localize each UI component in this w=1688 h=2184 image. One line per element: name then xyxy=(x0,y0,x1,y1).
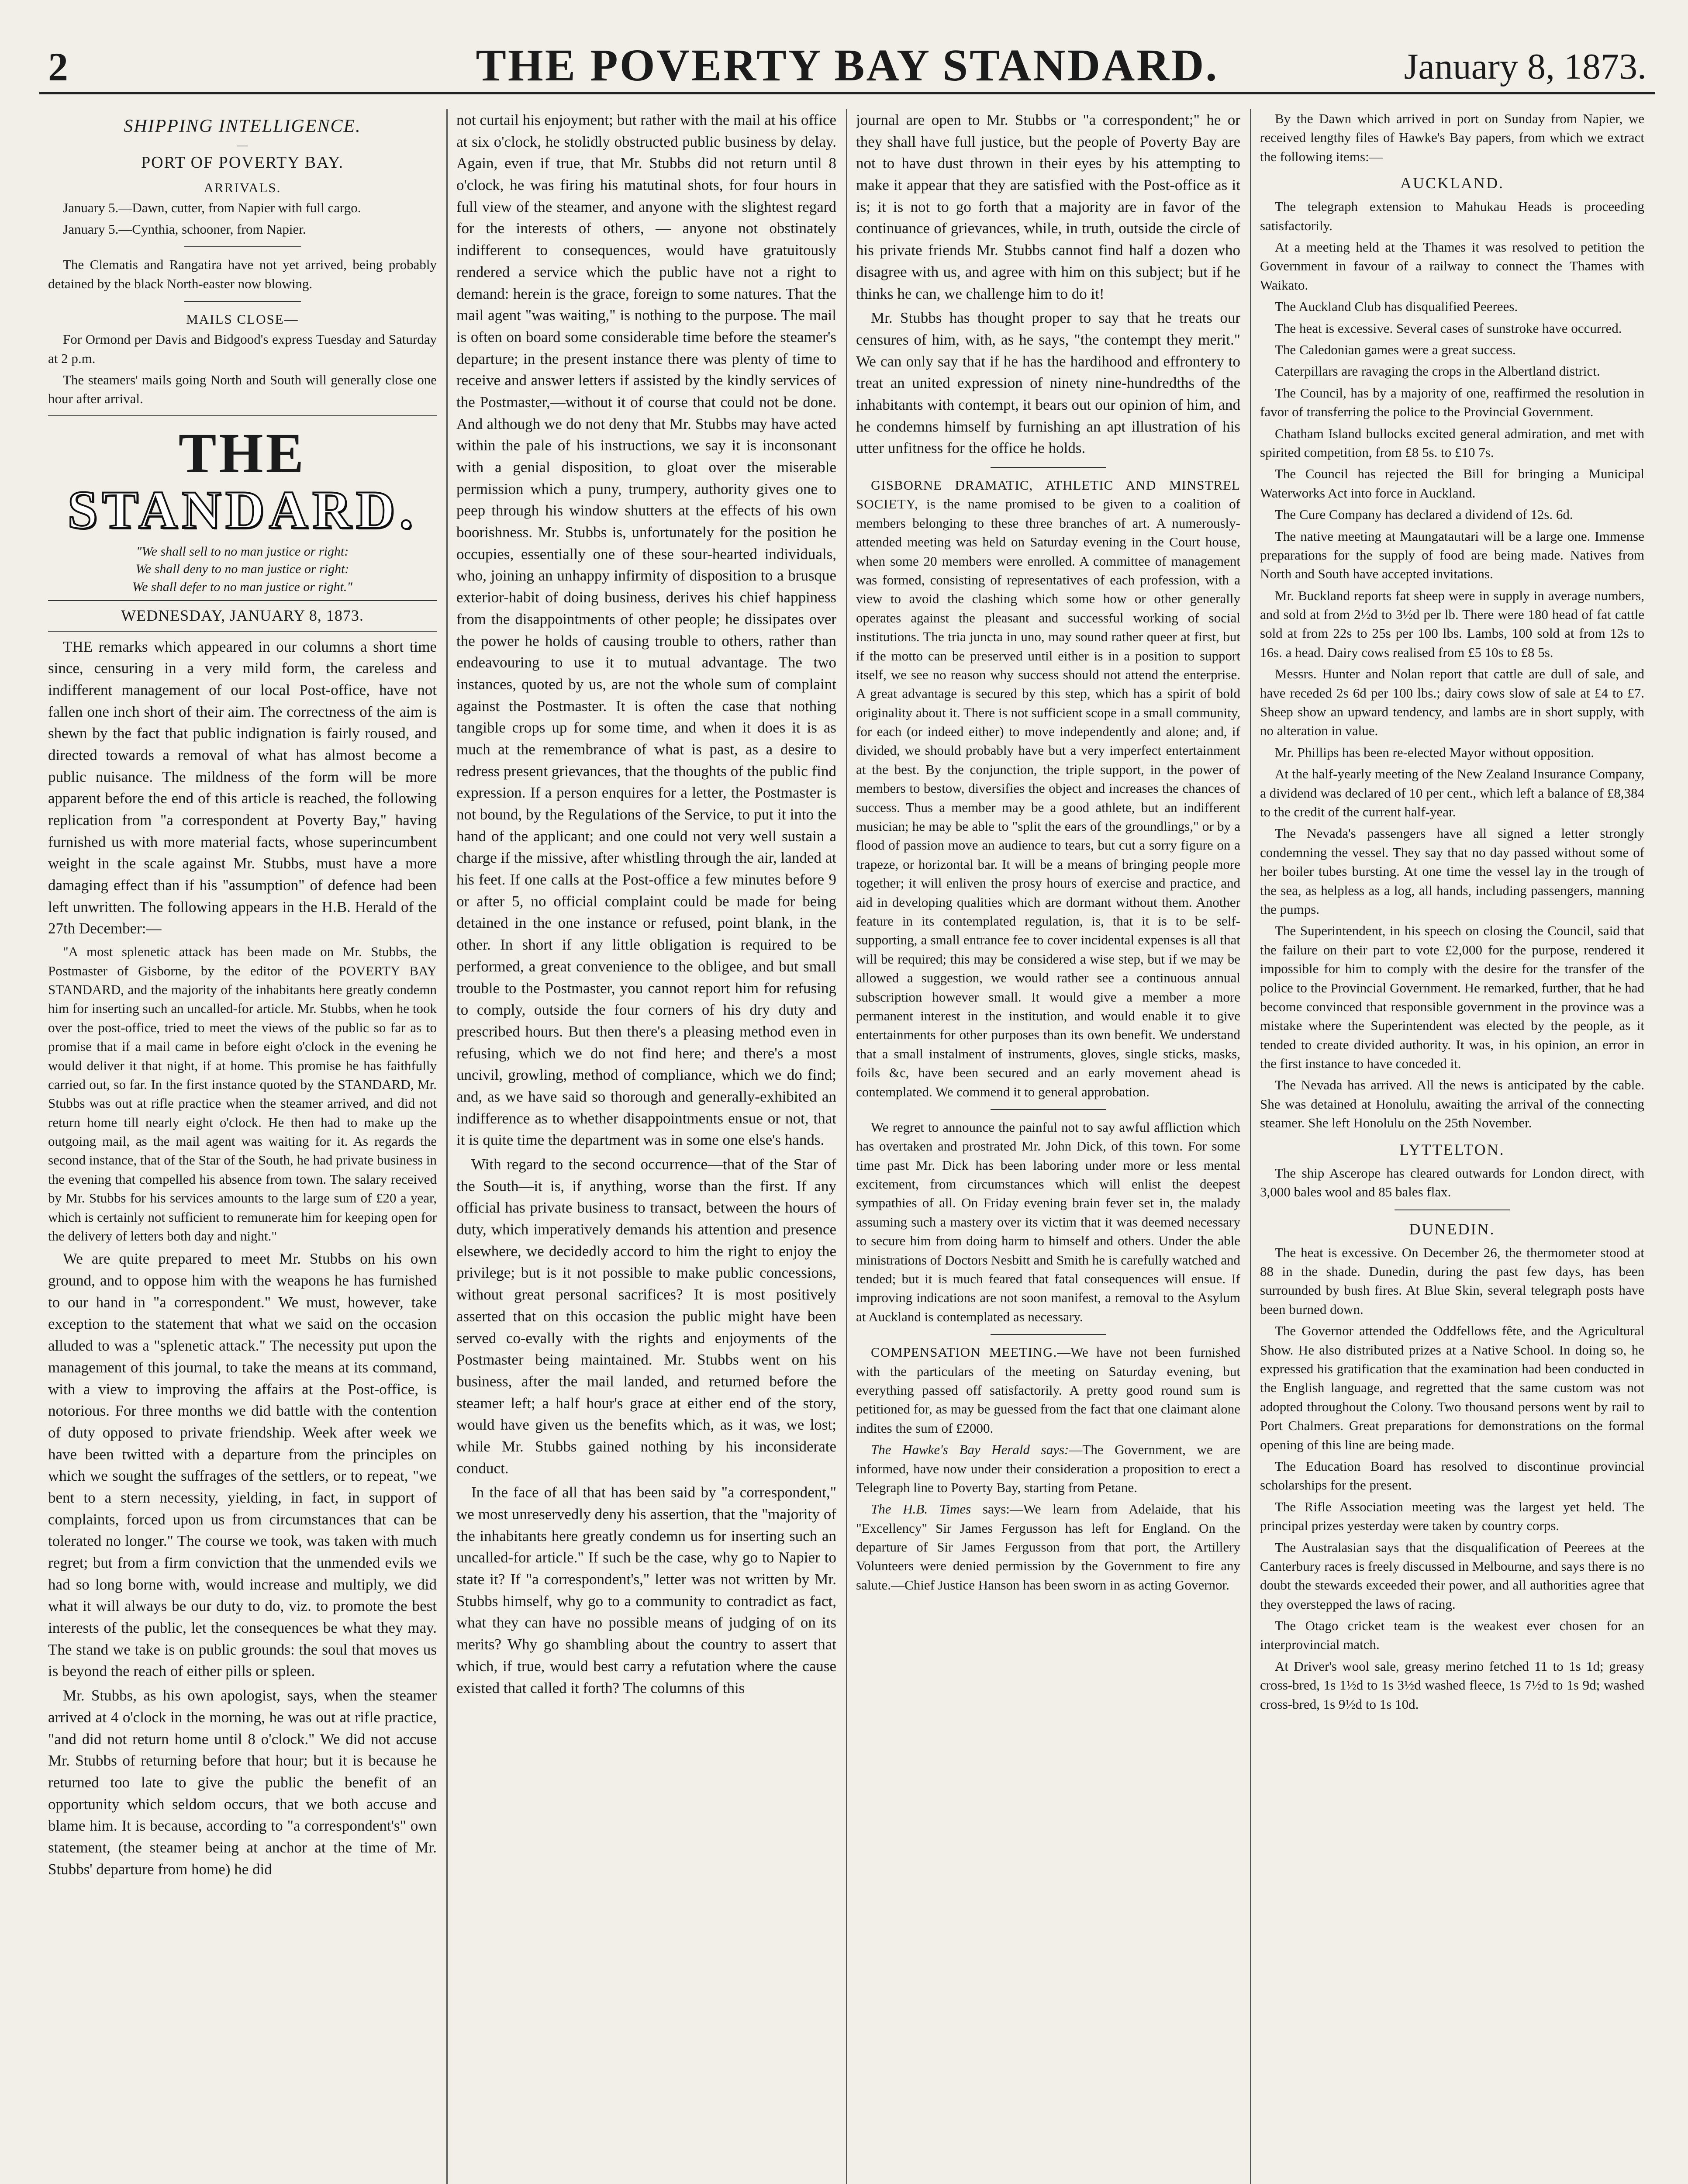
news-item-telegraph xyxy=(856,1440,1240,1497)
dunedin-heading: DUNEDIN. xyxy=(1409,1220,1495,1238)
dunedin-items xyxy=(1260,1243,1644,1714)
news-item: The Auckland Club has disqualified Peerees. xyxy=(1275,299,1518,314)
page-number: 2 xyxy=(48,45,68,89)
news-item: At Driver's wool sale, greasy merino fetched 11 to 1s 1d; greasy cross-bred, 1s 1½d to 1s 3½d washed fleece, 1s 7½d to 1s 9d; washed cross-bred, 1s 9½d to 1s 10d. xyxy=(1260,1658,1644,1712)
column-3 xyxy=(856,109,1240,2184)
column-rule xyxy=(846,109,847,2184)
editorial-paragraph: not curtail his enjoyment; but rather with the mail at his office at six o'clock, he stolidly obstructed public business by delay. Again, even if true, that Mr. Stubbs did not return until 8 o'clock, he was firing his matutinal shots, for four hours in full view of the steamer, and anyone with the slightest regard for the interests of others, — anyone not obstinately indifferent to consequences, would have gratuitously rendered a service which the public have not a right to demand: herein is the grace, foreign to some natures. That the mail agent "was waiting," is nothing to the purpose. The mail is often on board some considerable time before the steamer's departure; in the present instance there was plenty of time to receive and answer letters if assisted by the kindly services of the Postmaster,—without it of course that could not be done. And although we do not deny that Mr. Stubbs may have acted within the pale of his instructions, we say it is inconsonant with a genial disposition, to gloat over the miserable permission which a puny, trumpery, authority gives one to peep through his window shutters at the effects of his own boorishness. Mr. Stubbs is, unfortunately for the position he occupies, essentially one of these sour-hearted individuals, who, joining an unhappy infirmity of disposition to a brusque exterior-habit of doing business, derives his chief happiness from the disappointments of other people; he dissipates over the power he holds of causing trouble to others, rather than endeavouring to use it to mutual advantage. The two instances, quoted by us, are not the whole sum of complaint against the Postmaster. It is often the case that nothing tangible crops up for some time, and when it does it is as much at the remembrance of what is past, as a desire to redress present grievances, that the thoughts of the public find expression. If a person enquires for a letter, the Postmaster is not bound, by the Regulations of the Service, to put it into the hand of the applicant; and one could not very well sustain a charge if the missive, after whistling through the air, landed at his feet. If one calls at the Post-office a few minutes before 9 or after 5, no official complaint could be made for being detained in the one instance or refused, point blank, in the other. In short if any little obligation is required to be performed, a great convenience to the obligee, and but small trouble to the Postmaster, you cannot report him for refusing to comply, outside the four corners of his dry duty and prescribed hours. But then there's a pleasing method even in refusing, which we do not find here; and there's a most uncivil, growling, method of compliance, which we do find; and, as we have said so thorough and generally-exhibited an indifference as to whether disappointments ensue or not, that it is quite time the department was in some one else's hands. xyxy=(456,111,836,1149)
news-item: The Nevada has arrived. All the news is anticipated by the cable. She was detained at Honolulu, awaiting the arrival of the connecting steamer. She left Honolulu on the 25th November. xyxy=(1260,1077,1644,1131)
arrival-item: January 5.—Cynthia, schooner, from Napier. xyxy=(63,221,306,237)
news-item: Mr. Buckland reports fat sheep were in supply in average numbers, and sold at from 2½d to 3½d per lb. There were 180 head of fat cattle sold at from 22s to 25s per 100 lbs. Lambs, 100 sold at from 12s to 16s. a head. Dairy cows realised from £5 10s to £8 5s. xyxy=(1260,587,1644,660)
news-item: The Council, has by a majority of one, reaffirmed the resolution in favor of transferring the police to the Provincial Government. xyxy=(1260,385,1644,420)
editorial-paragraph: journal are open to Mr. Stubbs or "a correspondent;" he or they shall have full justice, but the people of Poverty Bay are not to have dust thrown in their eyes by his attempting to make it appear that they are satisfied with the Post-office as it is; it is not to go forth that a majority are in favor of the continuance of grievances, while, in truth, outside the circle of his private friends Mr. Stubbs cannot find half a dozen who disagree with us, and agree with him on this subject; but if he thinks he can, we challenge him to do it! xyxy=(856,111,1240,302)
editorial-paragraph: THE remarks which appeared in our columns a short time since, censuring in a very mild form, the careless and indifferent management of our local Post-office, have not fallen one inch short of their aim. The correctness of the aim is shewn by the fact that public indignation is fairly roused, and directed towards a removal of what has almost become a public nuisance. The mildness of the form will be more apparent before the end of this article is reached, the following replication from "a correspondent at Poverty Bay," having furnished us with more material facts, whose superincumbent weight in the scale against Mr. Stubbs, must have a more damaging effect than if his "assumption" of defence had been left unwritten. The following appears in the H.B. Herald of the 27th December:— xyxy=(48,638,437,937)
editorial-paragraph: With regard to the second occurrence—that of the Star of the South—it is, if anything, worse than the first. If any official has private business to transact, between the hours of duty, which imperatively demands his attention and presence elsewhere, we decidedly accord to him the right to enjoy the privilege; but is it not possible to make public concessions, without great personal sacrifices? It is most positively asserted that on this occasion the public might have been served co-evally with the rights and enjoyments of the Postmaster being maintained. Mr. Stubbs went on his business, after the mail landed, and returned before the steamer left; a half hour's grace at either end of the story, would have given us the benefits which, as it was, we lost; while Mr. Stubbs gained nothing by his inconsiderate conduct. xyxy=(456,1156,836,1477)
masthead xyxy=(39,17,1655,94)
column-4 xyxy=(1260,109,1644,2184)
news-intro: By the Dawn which arrived in port on Sunday from Napier, we received lengthy files of Hawke's Bay papers, from which we extract the following items:— xyxy=(1260,111,1644,164)
editorial-paragraph: Mr. Stubbs, as his own apologist, says, when the steamer arrived at 4 o'clock in the morning, he was out at rifle practice, "and did not return home until 8 o'clock." We did not accuse Mr. Stubbs of returning before that hour; but it is because he returned too late to give the public the benefit of an opportunity which seldom occurs, that we both accuse and blame him. It is because, according to "a correspondent's" own statement, (the steamer being at anchor at the time of Mr. Stubbs' departure from home) he did xyxy=(48,1687,437,1878)
arrival-item: January 5.—Dawn, cutter, from Napier with full cargo. xyxy=(63,200,361,215)
nameplate-line-2: STANDARD. xyxy=(67,480,418,540)
news-item: The Otago cricket team is the weakest ever chosen for an interprovincial match. xyxy=(1260,1618,1644,1652)
divider xyxy=(991,467,1106,468)
news-item: The telegraph extension to Mahukau Heads is proceeding satisfactorily. xyxy=(1260,199,1644,233)
motto-line: We shall deny to no man justice or right: xyxy=(135,562,349,577)
item-body: —We have not been furnished with the particulars of the meeting on Saturday evening, but everything passed off satisfactorily. A pretty good round sum is petitioned for, as may be guessed from the fact that one claimant alone indites the sum of £2000. xyxy=(856,1344,1240,1436)
news-item-dick: We regret to announce the painful not to say awful affliction which has overtaken and prostrated Mr. John Dick, of this town. For some time past Mr. Dick has been laboring under more or less mental excitement, from circumstances which will enlist the deepest sympathies of all. On Friday evening brain fever set in, the malady assuming such a mastery over its victim that it was deemed necessary to secure him from doing harm to himself and others. Under the able ministrations of Doctors Nesbitt and Smith he is carefully watched and tended; but it is much feared that fatal consequences will ensue. If improving indications are not soon manifest, a removal to the Asylum at Auckland is contemplated as necessary. xyxy=(856,1119,1240,1324)
motto-line: We shall defer to no man justice or right." xyxy=(132,579,352,594)
column-rule xyxy=(446,109,448,2184)
mails-heading: MAILS CLOSE— xyxy=(186,311,299,327)
mails-item: The steamers' mails going North and South will generally close one hour after arrival. xyxy=(48,372,437,407)
news-item: The Nevada's passengers have all signed a letter strongly condemning the vessel. They say that no day passed without some of her boiler tubes bursting. At one time the vessel lay in the trough of the sea, as helpless as a log, all hands, including passengers, manning the pumps. xyxy=(1260,826,1644,917)
item-lead: The H.B. Times xyxy=(871,1501,971,1517)
nameplate-line-1: THE xyxy=(178,422,307,485)
news-item: The Rifle Association meeting was the largest yet held. The principal prizes yesterday were taken by country corps. xyxy=(1260,1499,1644,1534)
auckland-items xyxy=(1260,197,1644,1132)
overdue-note: The Clematis and Rangatira have not yet arrived, being probably detained by the black North-easter now blowing. xyxy=(48,257,437,291)
divider xyxy=(184,301,301,302)
divider xyxy=(991,1109,1106,1110)
arrivals-heading: ARRIVALS. xyxy=(204,180,281,195)
item-lead: The Hawke's Bay Herald says: xyxy=(871,1442,1069,1458)
news-item: The native meeting at Maungatautari will be a large one. Immense preparations for the supply of food are being made. Natives from North and South have accepted invitations. xyxy=(1260,528,1644,582)
news-item: The heat is excessive. On December 26, the thermometer stood at 88 in the shade. Dunedin, during the past few days, has been surrounded by bush fires. At Blue Skin, several telegraph posts have been burned down. xyxy=(1260,1244,1644,1317)
quoted-letter: "A most splenetic attack has been made on Mr. Stubbs, the Postmaster of Gisborne, by the editor of the POVERTY BAY STANDARD, and the majority of the inhabitants here greatly condemn him for inserting such an uncalled-for article. Mr. Stubbs, when he took over the post-office, tried to meet the views of the public so far as to promise that if a mail came in before eight o'clock in the evening he would deliver it that night, if at home. This promise he has faithfully carried out, so far. In the first instance quoted by the STANDARD, Mr. Stubbs was out at rifle practice when the steamer arrived, and did not return home till nearly eight o'clock. He then had to make up the outgoing mail, as the mail agent was waiting for it. As regards the second instance, that of the Star of the South, he had private business in the evening that compelled his absence from town. The salary received by Mr. Stubbs for his services amounts to the large sum of £20 a year, which is certainly not sufficient to remunerate him for keeping open for the delivery of letters both day and night." xyxy=(48,944,437,1244)
news-item: At a meeting held at the Thames it was resolved to petition the Government in favour of a railway to connect the Thames with Waikato. xyxy=(1260,239,1644,293)
editorial-dateline: WEDNESDAY, JANUARY 8, 1873. xyxy=(48,600,437,631)
item-body: is the name promised to be given to a coalition of members belonging to these three branches of art. A numerously-attended meeting was held on Saturday evening in the Court house, when some 20 members were enrolled. A committee of management was formed, consisting of representatives of each profession, with a view to avoid the clashing which some how or other generally operates against the pleasant and successful working of social institutions. The tria juncta in uno, may sound rather queer at first, but if the motto can be preserved until either is in a position to support itself, we see no reason why success should not attend the enterprise. A great advantage is secured by this step, which has a spirit of bold originality about it. There is not sufficient scope in a small community, for each (or indeed either) to move independently and alone; and, if divided, we should probably have but a very imperfect entertainment at the best. By the conjunction, the triple support, in the power of members to bestow, diversifies the object and increases the chances of success. Thus a member may be a good athlete, but an indifferent musician; he may be able to "split the ears of the groundlings," or by a flood of passion move an audience to tears, but cut a sorry figure on a trapeze, or horizontal bar. It will be a means of bringing people more together; it will enliven the prosy hours of exercise and practice, and aid in developing qualities which are dormant without them. Another feature in its contemplated regulation, is, that it is to be self-supporting, a small entrance fee to cover incidental expenses is all that will be required; this may be considered a wise step, but if we may be allowed a suggestion, we would rather see a continuous annual subscription however small. It would give a member a more permanent interest in the institution, and would enable it to give entertainments for other purposes than its own benefit. We understand that a small instalment of instruments, gloves, single sticks, masks, foils &c, have been secured and an early movement ahead is contemplated. We commend it to general approbation. xyxy=(856,496,1240,1099)
editorial-paragraph: We are quite prepared to meet Mr. Stubbs on his own ground, and to oppose him with the weapons he has furnished to our hand in "a correspondent." We must, however, take exception to the statement that what we said on the occasion alluded to was a "splenetic attack." The necessity put upon the management of this journal, to take the means at its command, with a view to improving the affairs at the Post-office, is notorious. For three months we did battle with the contention of duty opposed to private friendship. Week after week we have been twitted with a departure from the principles on which we sought the suffrages of the settlers, or to repeat, "we bent to a stern necessity, yielding, in fact, in support of complaints, forced upon us from circumstances that can be tolerated no longer." The course we took, was taken with much regret; but from a firm conviction that the unmended evils we had so long borne with, would increase and multiply, we did what it will always be our duty to do, viz. to promote the best interests of the public, let the consequences be what they may. The stand we take is on public grounds: the soul that moves us is beyond the reach of either pills or spleen. xyxy=(48,1250,437,1680)
motto-line: "We shall sell to no man justice or right: xyxy=(136,544,349,559)
lyttelton-heading: LYTTELTON. xyxy=(1399,1140,1505,1158)
item-body: —The Government, we are informed, have now under their consideration a proposition to erect a Telegraph line to Poverty Bay, starting from Petane. xyxy=(856,1442,1240,1495)
column-2 xyxy=(456,109,836,2184)
motto xyxy=(48,543,437,596)
shipping-heading: SHIPPING INTELLIGENCE. xyxy=(124,116,361,136)
news-item: The Cure Company has declared a dividend of 12s. 6d. xyxy=(1275,507,1573,522)
column-1 xyxy=(48,109,437,2184)
news-item: Messrs. Hunter and Nolan report that cattle are dull of sale, and have receded 2s 6d per 100 lbs.; dairy cows slow of sale at £4 to £7. Sheep show an upward tendency, and lambs are in short supply, with no alteration in value. xyxy=(1260,666,1644,739)
news-item: At the half-yearly meeting of the New Zealand Insurance Company, a dividend was declared of 10 per cent., which left a balance of £8,384 to the credit of the current half-year. xyxy=(1260,766,1644,819)
news-item: The ship Ascerope has cleared outwards for London direct, with 3,000 bales wool and 85 bales flax. xyxy=(1260,1165,1644,1200)
news-item: The Governor attended the Oddfellows fête, and the Agricultural Show. He also distributed prizes at a Native School. In doing so, he expressed his gratification that the examination had been conducted in the English language, and regretted that the same custom was not adopted throughout the Colony. Two thousand persons went by rail to Port Chalmers. Great preparations for demonstrations on the formal opening of this line are being made. xyxy=(1260,1323,1644,1452)
paper-nameplate xyxy=(48,422,437,540)
auckland-heading: AUCKLAND. xyxy=(1400,174,1504,192)
news-item: The Education Board has resolved to discontinue provincial scholarships for the present. xyxy=(1260,1458,1644,1493)
port-heading: PORT OF POVERTY BAY. xyxy=(141,153,344,172)
divider xyxy=(1395,1209,1510,1210)
news-item-fergusson xyxy=(856,1500,1240,1594)
divider xyxy=(184,246,301,247)
news-item: Mr. Phillips has been re-elected Mayor without opposition. xyxy=(1275,744,1594,760)
newspaper-title: THE POVERTY BAY STANDARD. xyxy=(476,40,1219,90)
editorial-paragraph: In the face of all that has been said by "a correspondent," we most unreservedly deny his assertion, that the "majority of the inhabitants here greatly condemn us for inserting such an uncalled-for article." If such be the case, why go to Napier to state it? If "a correspondent's," letter was not written by Mr. Stubbs himself, why go to a community to contradict as fact, what they can have no possible means of judging of on its merits? Why go shambling about the country to assert that which, if true, would best carry a refutation where the cause existed that called it forth? The columns of this xyxy=(456,1484,836,1697)
item-lead: GISBORNE DRAMATIC, ATHLETIC AND MINSTREL SOCIETY, xyxy=(856,477,1240,512)
item-body: says:—We learn from Adelaide, that his "Excellency" Sir James Fergusson has left for England. On the departure of Sir James Fergusson from that port, the Artillery Volunteers were denied permission by the Government to fire any salute.—Chief Justice Hanson has been sworn in as acting Governor. xyxy=(856,1501,1240,1593)
news-item: The Australasian says that the disqualification of Peerees at the Canterbury races is freely discussed in Melbourne, and says there is no doubt the stewards exceeded their power, and all authorities agree that they overstepped the laws of racing. xyxy=(1260,1539,1644,1612)
news-item: Chatham Island bullocks excited general admiration, and met with spirited competition, from £8 5s. to £10 7s. xyxy=(1260,425,1644,460)
column-rule xyxy=(1250,109,1251,2184)
news-item: The Superintendent, in his speech on closing the Council, said that the failure on their part to vote £2,000 for the purpose, rendered it impossible for him to comply with the desire for the transfer of the police to the Provincial Government. He remarked, further, that he had become convinced that responsible government in the province was a mistake where the Superintendent was elected by the people, as it tended to create divided authority. It was, in his opinion, an error in the first instance to have conceded it. xyxy=(1260,923,1644,1071)
news-item: The Council has rejected the Bill for bringing a Municipal Waterworks Act into force in Auckland. xyxy=(1260,466,1644,501)
issue-date: January 8, 1873. xyxy=(1404,46,1647,87)
divider: — xyxy=(237,139,248,151)
news-item-compensation xyxy=(856,1343,1240,1438)
item-lead: COMPENSATION MEETING. xyxy=(871,1344,1057,1360)
divider xyxy=(991,1334,1106,1335)
editorial-paragraph: Mr. Stubbs has thought proper to say that he treats our censures of him, with, as he says, "the contempt they merit." We can only say that if he has the hardihood and effrontery to treat an united expression of ninety nine-hundredths of the inhabitants with contempt, it bears out our opinion of him, and he condemns himself by furnishing an apt illustration of his utter unfitness for the office he holds. xyxy=(856,309,1240,457)
news-item: Caterpillars are ravaging the crops in the Albertland district. xyxy=(1275,363,1600,379)
news-item: The Caledonian games were a great success. xyxy=(1275,342,1516,358)
news-item-gisborne xyxy=(856,476,1240,1101)
mails-item: For Ormond per Davis and Bidgood's express Tuesday and Saturday at 2 p.m. xyxy=(48,332,437,366)
news-item: The heat is excessive. Several cases of sunstroke have occurred. xyxy=(1275,320,1622,336)
divider xyxy=(48,415,437,416)
